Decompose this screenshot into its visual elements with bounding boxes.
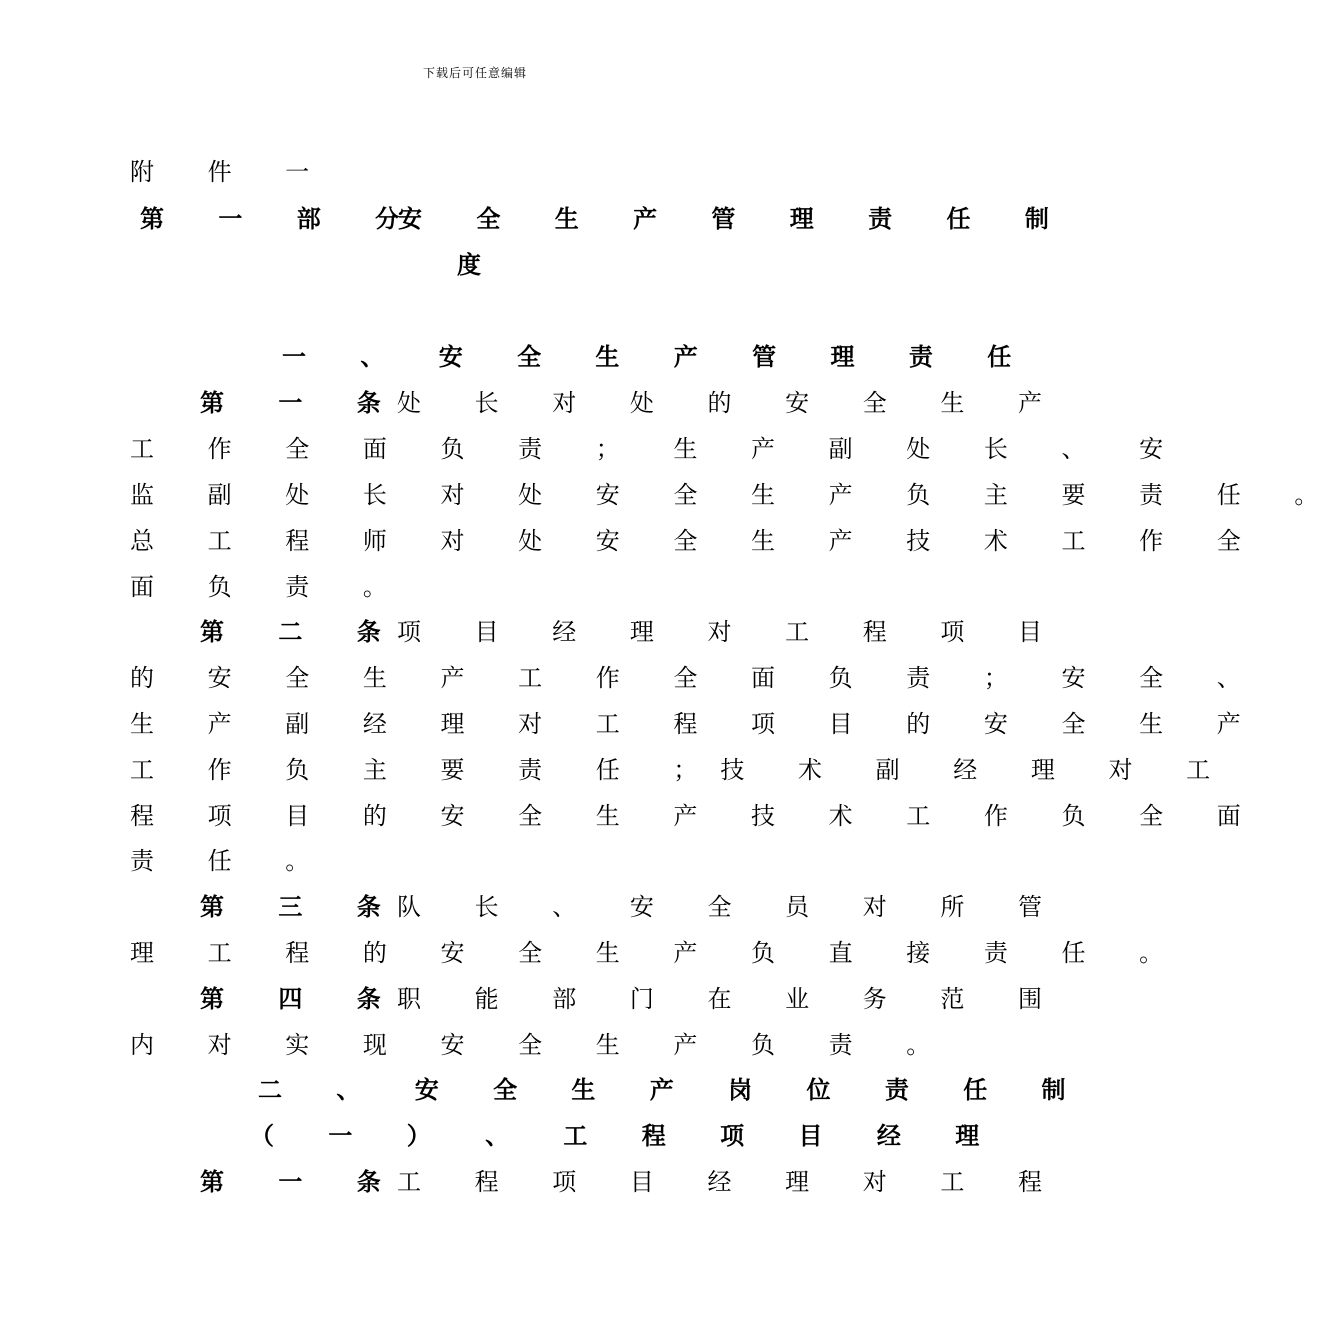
article-text-line: 处 长 对 处 的 安 全 生 产 <box>397 389 1066 417</box>
article-text-line: 面 负 责 。 <box>130 573 410 601</box>
article-label-5: 第 一 条 <box>200 1168 404 1196</box>
article-text-line: 理 工 程 的 安 全 生 产 负 直 接 责 任 。 <box>130 939 1187 967</box>
article-label-2: 第 二 条 <box>200 618 404 646</box>
article-text-line: 责 任 。 <box>130 847 333 875</box>
article-text-line: 队 长 、 安 全 员 对 所 管 <box>397 893 1066 921</box>
article-label-1: 第 一 条 <box>200 389 404 417</box>
section-heading-2: 二 、 安 全 生 产 岗 位 责 任 制 <box>258 1076 1089 1104</box>
article-text-line: 生 产 副 经 理 对 工 程 项 目 的 安 全 生 产 <box>130 710 1264 738</box>
article-text-line: 内 对 实 现 安 全 生 产 负 责 。 <box>130 1031 954 1059</box>
page-header-note: 下载后可任意编辑 <box>422 66 527 80</box>
article-text-line: 的 安 全 生 产 工 作 全 面 负 责 ； 安 全 、 <box>130 664 1264 692</box>
article-text-line: 总 工 程 师 对 处 安 全 生 产 技 术 工 作 全 <box>130 527 1264 555</box>
section-heading-1: 一 、 安 全 生 产 管 理 责 任 <box>282 343 1035 371</box>
attachment-label: 附 件 一 <box>130 158 333 186</box>
article-label-4: 第 四 条 <box>200 985 404 1013</box>
subsection-heading: （ 一 ） 、 工 程 项 目 经 理 <box>250 1122 1003 1150</box>
part-title-line2: 度 <box>457 251 504 279</box>
part-label: 第 一 部 分 <box>140 205 423 233</box>
article-text-line: 程 项 目 的 安 全 生 产 技 术 工 作 负 全 面 <box>130 802 1264 830</box>
article-text-line: 职 能 部 门 在 业 务 范 围 <box>397 985 1066 1013</box>
article-text-line: 工 作 全 面 负 责 ； 生 产 副 处 长 、 安 <box>130 435 1187 463</box>
article-label-3: 第 三 条 <box>200 893 404 921</box>
part-title-line1: 安 全 生 产 管 理 责 任 制 <box>398 205 1072 233</box>
article-text-line: 工 程 项 目 经 理 对 工 程 <box>397 1168 1066 1196</box>
article-text-line: 监 副 处 长 对 处 安 全 生 产 负 主 要 责 任 。 <box>130 481 1341 509</box>
article-text-line: 工 作 负 主 要 责 任 ；技 术 副 经 理 对 工 <box>130 756 1234 784</box>
article-text-line: 项 目 经 理 对 工 程 项 目 <box>397 618 1066 646</box>
